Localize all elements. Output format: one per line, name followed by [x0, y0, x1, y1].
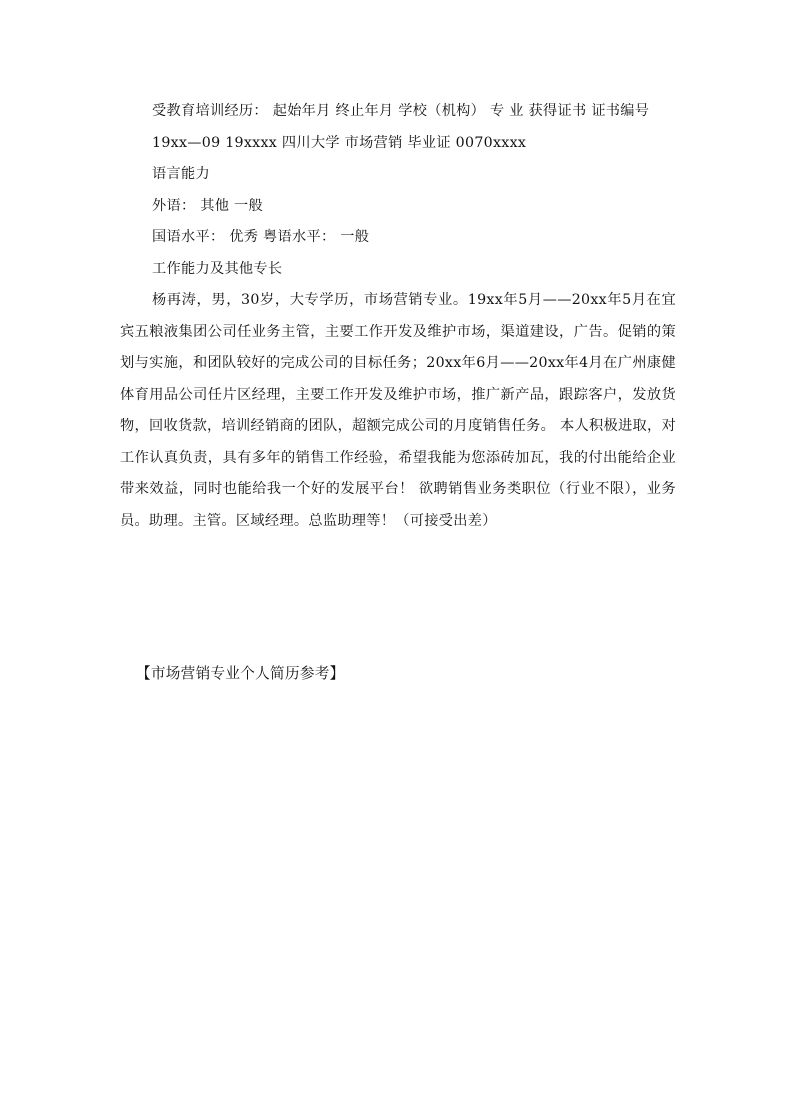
education-entry-paragraph	[120, 128, 676, 160]
education-header-paragraph	[120, 96, 676, 128]
education-entry-text: 19xx—09 19xxxx 四川大学 市场营销 毕业证 0070xxxx	[152, 134, 527, 151]
skills-heading-paragraph	[120, 254, 676, 286]
reference-title: 【市场营销专业个人简历参考】	[136, 665, 345, 682]
self-introduction-paragraph	[120, 285, 676, 537]
self-introduction-text: 杨再涛，男，30岁，大专学历，市场营销专业。19xx年5月——20xx年5月在宜宾五粮液集团公司任业务主管，主要工作开发及维护市场，渠道建设，广告。促销的策划与实施，和团队较好的完成公司的目标任务；20xx年6月——20xx年4月在广州康健体育用品公司任片区经理，主要工作开发及维护市场，推广新产品，跟踪客户，发放货物，回收货款，培训经销商的团队，超额完成公司的月度销售任务。 本人积极进取，对工作认真负责，具有多年的销售工作经验，希望我能为您添砖加瓦，我的付出能给企业带来效益，同时也能给我一个好的发展平台！ 欲聘销售业务类职位（行业不限），业务员。助理。主管。区域经理。总监助理等！（可接受出差）	[120, 292, 676, 529]
document-body	[120, 96, 676, 537]
skills-heading-text: 工作能力及其他专长	[152, 260, 283, 277]
language-heading-paragraph	[120, 159, 676, 191]
foreign-language-text: 外语： 其他 一般	[152, 197, 264, 214]
dialect-level-paragraph	[120, 222, 676, 254]
dialect-level-text: 国语水平： 优秀 粤语水平： 一般	[152, 229, 370, 245]
education-header-text: 受教育培训经历： 起始年月 终止年月 学校（机构） 专 业 获得证书 证书编号	[152, 103, 650, 119]
foreign-language-paragraph	[120, 191, 676, 223]
language-heading-text: 语言能力	[152, 166, 210, 182]
